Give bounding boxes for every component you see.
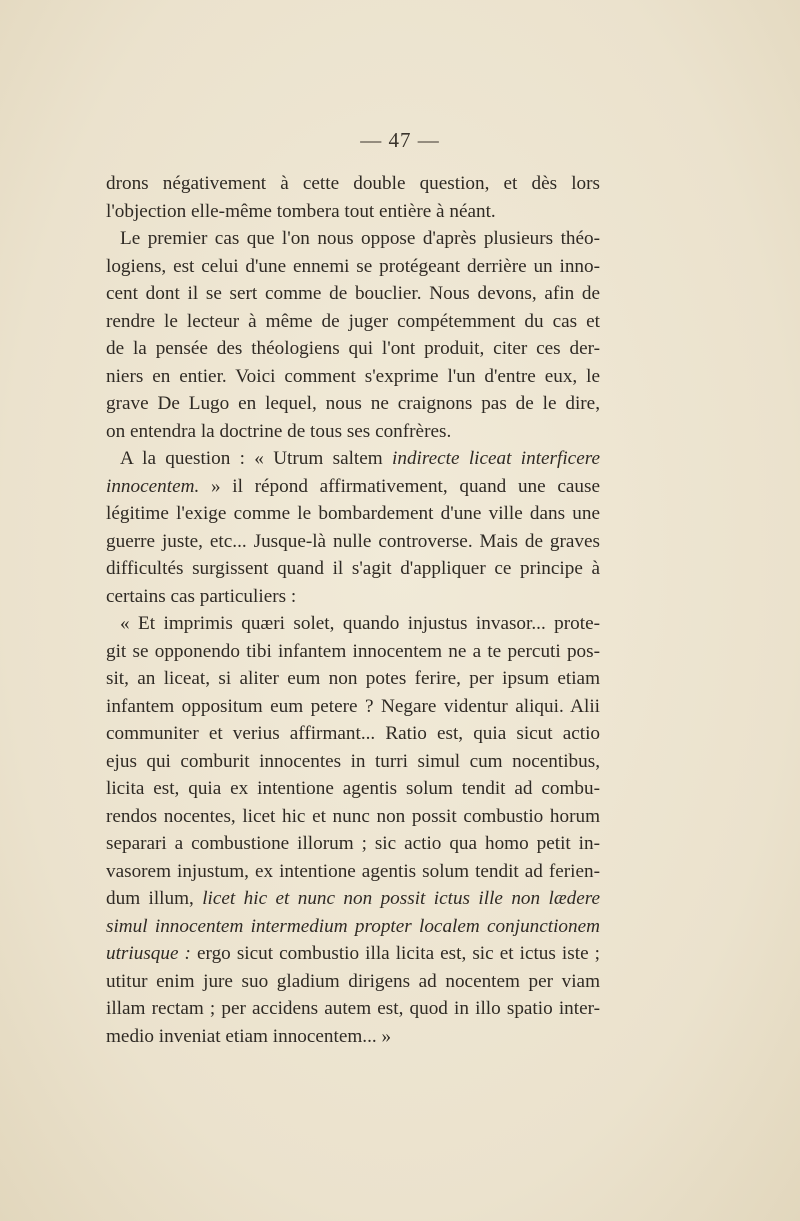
text-line <box>106 913 600 941</box>
text-line <box>106 473 600 501</box>
text-line: communiter et verius affirmant... Ratio est, quia sicut actio <box>106 723 600 744</box>
italic-text: innocentem. <box>106 475 200 497</box>
body-text <box>106 170 600 1050</box>
text-line: légitime l'exige comme le bombardement d'une ville dans une <box>106 503 600 524</box>
text-line <box>106 445 600 473</box>
text-segment: dum illum, <box>106 888 203 909</box>
text-line: de la pensée des théologiens qui l'ont produit, citer ces der- <box>106 338 600 359</box>
text-line: certains cas particuliers : <box>106 585 297 607</box>
page-number: — 47 — <box>360 128 440 152</box>
text-line: separari a combustione illorum ; sic actio qua homo petit in- <box>106 833 600 854</box>
text-line: grave De Lugo en lequel, nous ne craignons pas de le dire, <box>106 393 600 414</box>
text-line: sit, an liceat, si aliter eum non potes ferire, per ipsum etiam <box>106 668 600 689</box>
text-line: vasorem injustum, ex intentione agentis solum tendit ad ferien- <box>106 860 600 882</box>
text-line: git se opponendo tibi infantem innocentem ne a te percuti pos- <box>106 640 600 662</box>
text-line: logiens, est celui d'une ennemi se protégeant derrière un inno- <box>106 255 600 277</box>
text-line: infantem oppositum eum petere ? Negare videntur aliqui. Alii <box>106 695 600 717</box>
italic-text: indirecte liceat interficere <box>392 448 600 469</box>
text-line: rendre le lecteur à même de juger compétemment du cas et <box>106 310 600 332</box>
text-segment: ergo sicut combustio illa licita est, sic et ictus iste ; <box>190 943 600 964</box>
text-line: medio inveniat etiam innocentem... » <box>106 1025 392 1047</box>
text-line: rendos nocentes, licet hic et nunc non possit combustio horum <box>106 805 600 827</box>
text-line: utitur enim jure suo gladium dirigens ad nocentem per viam <box>106 970 600 992</box>
text-line: licita est, quia ex intentione agentis solum tendit ad combu- <box>106 778 600 799</box>
italic-text: licet hic et nunc non possit ictus ille non lædere <box>202 888 601 909</box>
text-line: illam rectam ; per accidens autem est, quod in illo spatio inter- <box>106 998 600 1019</box>
text-line: drons négativement à cette double question, et dès lors <box>106 173 600 194</box>
text-line: l'objection elle-même tombera tout entière à néant. <box>106 200 496 222</box>
text-line: Le premier cas que l'on nous oppose d'après plusieurs théo- <box>120 228 600 249</box>
text-line: « Et imprimis quæri solet, quando injustus invasor... prote- <box>120 613 600 634</box>
text-line: on entendra la doctrine de tous ses confrères. <box>106 420 452 442</box>
text-segment: » il répond affirmativement, quand une cause <box>199 475 600 497</box>
text-line: guerre juste, etc... Jusque-là nulle controverse. Mais de graves <box>106 530 600 552</box>
italic-text: utriusque : <box>106 943 191 964</box>
text-segment: A la question : « Utrum saltem <box>120 448 393 469</box>
italic-text: simul innocentem intermedium propter localem conjunctionem <box>106 915 600 937</box>
text-line: difficultés surgissent quand il s'agit d'appliquer ce principe à <box>106 558 600 579</box>
text-line: ejus qui comburit innocentes in turri simul cum nocentibus, <box>106 750 600 772</box>
text-line: niers en entier. Voici comment s'exprime l'un d'entre eux, le <box>106 365 600 387</box>
text-line: cent dont il se sert comme de bouclier. Nous devons, afin de <box>106 283 600 304</box>
text-line <box>106 940 600 968</box>
text-line <box>106 885 600 913</box>
